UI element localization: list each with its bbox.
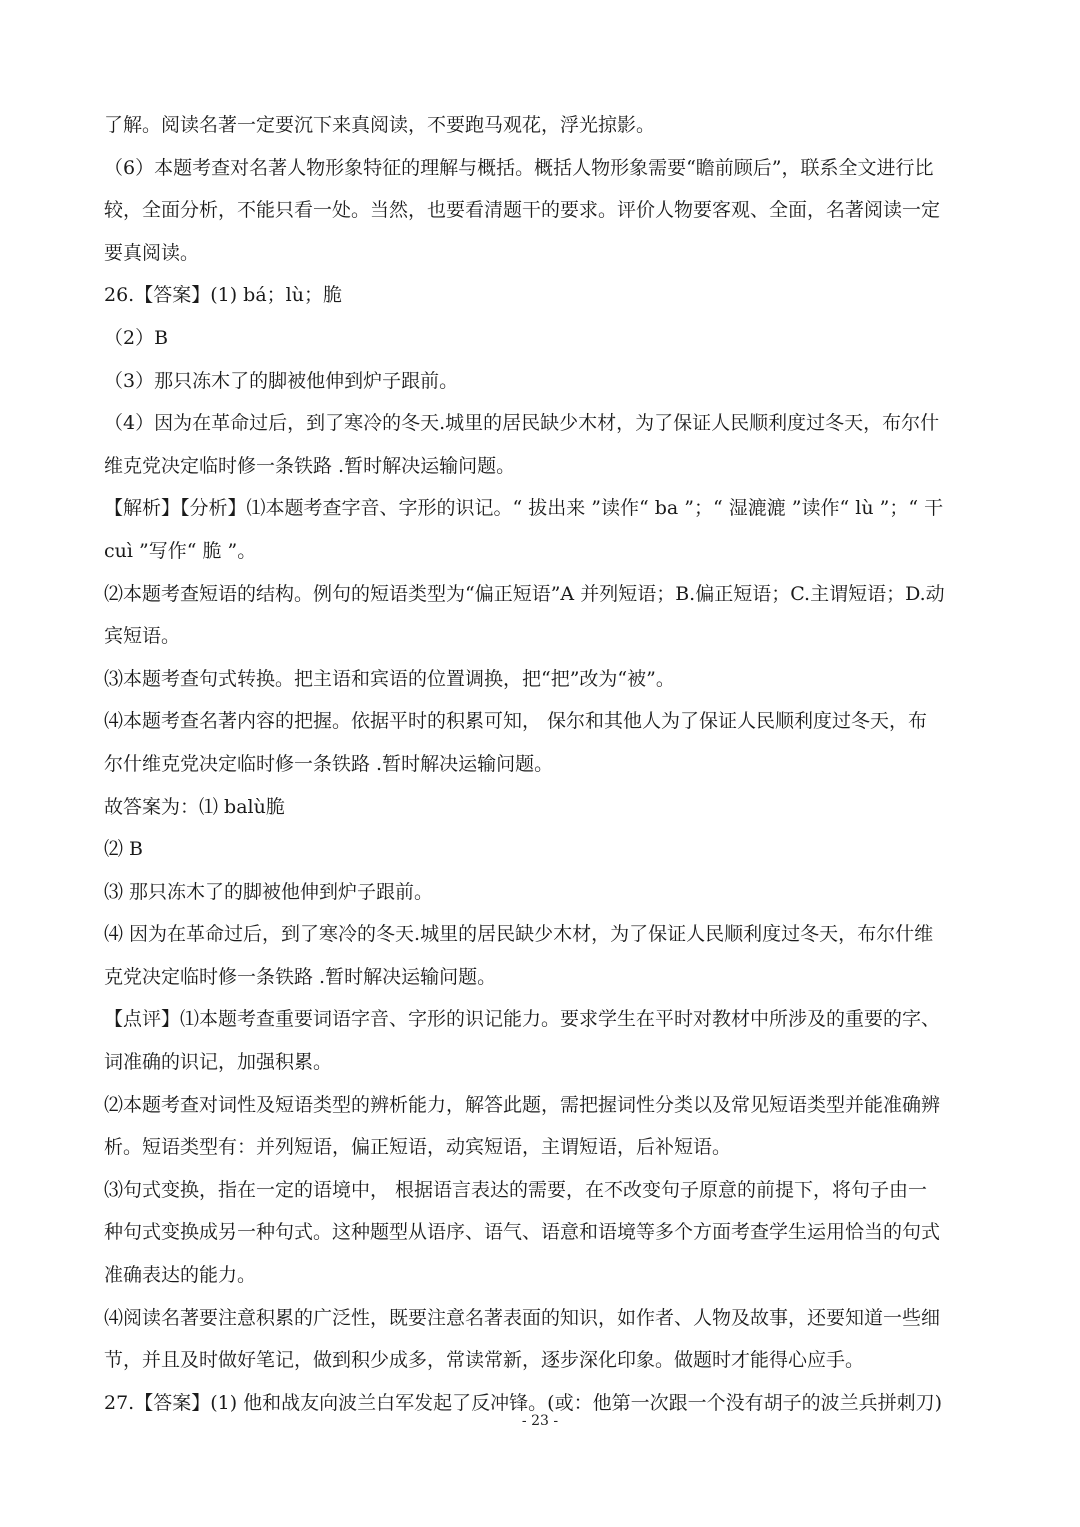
text-line: 节，并且及时做好笔记，做到积少成多，常读常新，逐步深化印象。做题时才能得心应手。 [104, 1349, 865, 1372]
text-line: ⑵ B [104, 838, 144, 861]
text-line: ⑷本题考查名著内容的把握。依据平时的积累可知， 保尔和其他人为了保证人民顺利度过冬天，布 [104, 710, 928, 733]
text-line: ⑶句式变换，指在一定的语境中， 根据语言表达的需要，在不改变句子原意的前提下，将句子由一 [104, 1178, 928, 1201]
text-line: （3）那只冻木了的脚被他伸到炉子跟前。 [104, 369, 459, 392]
text-line: 尔什维克党决定临时修一条铁路 .暂时解决运输问题。 [104, 752, 554, 775]
text-line: ⑶ 那只冻木了的脚被他伸到炉子跟前。 [104, 880, 434, 903]
text-line: 种句式变换成另一种句式。这种题型从语序、语气、语意和语境等多个方面考查学生运用恰当的句式 [104, 1221, 941, 1244]
text-line: ⑶本题考查句式转换。把主语和宾语的位置调换，把“把”改为“被”。 [104, 667, 675, 690]
text-line: 了解。阅读名著一定要沉下来真阅读，不要跑马观花，浮光掠影。 [104, 114, 656, 136]
text-line: （6）本题考查对名著人物形象特征的理解与概括。概括人物形象需要“瞻前顾后”，联系全文进行比 [104, 156, 934, 179]
text-line: 克党决定临时修一条铁路 .暂时解决运输问题。 [104, 965, 497, 988]
text-line: 【点评】⑴本题考查重要词语字音、字形的识记能力。要求学生在平时对教材中所涉及的重要的字、 [104, 1008, 941, 1031]
text-line: （4）因为在革命过后，到了寒冷的冬天.城里的居民缺少木材，为了保证人民顺利度过冬天，布尔什 [104, 412, 940, 435]
text-line: 维克党决定临时修一条铁路 .暂时解决运输问题。 [104, 454, 516, 477]
text-line: 宾短语。 [104, 625, 181, 648]
text-line: 词准确的识记，加强积累。 [104, 1051, 333, 1074]
text-line: 27.【答案】(1) 他和战友向波兰白军发起了反冲锋。(或：他第一次跟一个没有胡子的波兰兵拼刺刀) [104, 1391, 942, 1414]
document-body [104, 104, 979, 1424]
text-line: 26.【答案】(1) bá；lù；脆 [104, 284, 342, 307]
text-line: 准确表达的能力。 [104, 1264, 257, 1287]
text-line: 故答案为：⑴ balù脆 [104, 795, 285, 818]
text-line: 较，全面分析，不能只看一处。当然，也要看清题干的要求。评价人物要客观、全面，名著阅读一定 [104, 199, 941, 222]
text-line: ⑷阅读名著要注意积累的广泛性，既要注意名著表面的知识，如作者、人物及故事，还要知道一些细 [104, 1306, 941, 1329]
text-line: （2）B [104, 326, 169, 349]
text-line: 【解析】【分析】⑴本题考查字音、字形的识记。“ 拔出来 ”读作“ ba ”；“ 湿漉漉 ”读作“ lù ”；“ 干 [104, 497, 944, 520]
text-line: ⑷ 因为在革命过后，到了寒冷的冬天.城里的居民缺少木材，为了保证人民顺利度过冬天，布尔什维 [104, 923, 934, 946]
text-line: 要真阅读。 [104, 241, 200, 264]
text-line: 析。短语类型有：并列短语，偏正短语，动宾短语，主谓短语，后补短语。 [104, 1136, 732, 1159]
page-number: - 23 - [521, 1413, 559, 1429]
text-line: ⑵本题考查对词性及短语类型的辨析能力，解答此题，需把握词性分类以及常见短语类型并能准确辨 [104, 1093, 941, 1116]
text-line: ⑵本题考查短语的结构。例句的短语类型为“偏正短语”A 并列短语；B.偏正短语；C.主谓短语；D.动 [104, 582, 945, 605]
text-line: cuì ”写作“ 脆 ”。 [104, 539, 257, 562]
